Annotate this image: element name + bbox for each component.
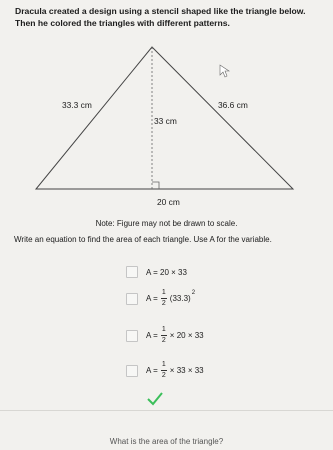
instruction-text: Write an equation to find the area of each triangle. Use A for the variable.	[14, 235, 272, 244]
equation: A = $\frac{1}{2}$ × 33 × 33	[146, 361, 204, 379]
triangle-figure	[0, 0, 333, 215]
checkbox[interactable]	[126, 293, 138, 305]
answer-choice-3[interactable]	[126, 326, 204, 345]
fraction: $\frac{1}{2}$	[161, 326, 166, 344]
equation: A = $\frac{1}{2}$ (33.3) 2	[146, 289, 196, 307]
checkbox[interactable]	[126, 365, 138, 377]
next-question-text: What is the area of the triangle?	[109, 437, 224, 446]
fraction: $\frac{1}{2}$	[161, 289, 166, 307]
answer-choice-4[interactable]	[126, 361, 204, 380]
problem-prompt: Dracula created a design using a stencil shaped like the triangle below. Then he colored the triangles with different patterns.	[15, 6, 306, 28]
right-side-label: 36.6 cm	[218, 100, 248, 110]
exponent: 2	[191, 289, 196, 296]
checkbox[interactable]	[126, 266, 138, 278]
divider	[0, 410, 333, 411]
checkbox[interactable]	[126, 330, 138, 342]
answer-choice-1[interactable]	[126, 266, 187, 278]
answer-choice-2[interactable]	[126, 289, 195, 308]
checkmark-icon	[147, 392, 163, 411]
height-label: 33 cm	[154, 116, 177, 126]
scale-note: Note: Figure may not be drawn to scale.	[95, 219, 238, 228]
fraction: $\frac{1}{2}$	[161, 361, 166, 379]
equation: A = $\frac{1}{2}$ × 20 × 33	[146, 326, 204, 344]
cursor-icon	[220, 65, 229, 77]
base-label: 20 cm	[157, 197, 180, 207]
left-side-label: 33.3 cm	[62, 100, 92, 110]
equation: A = 20 × 33	[146, 267, 187, 277]
